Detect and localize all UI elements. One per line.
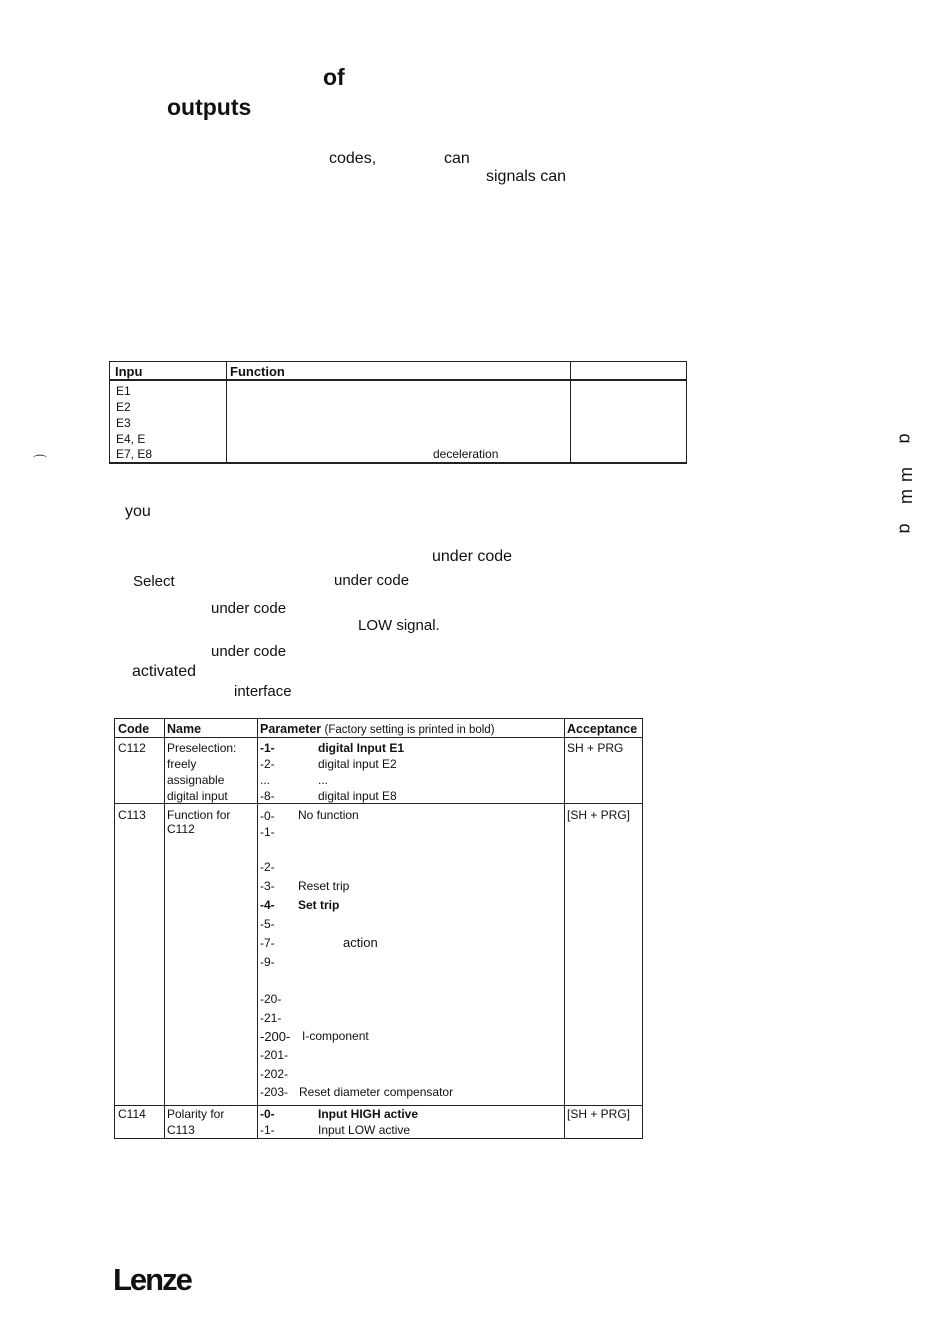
param-num: -0- [260,809,275,823]
param-num: ... [260,773,271,787]
param-text: Input LOW active [318,1123,411,1137]
table1-input: E3 [116,416,131,430]
side-mark: ɑ [895,433,916,444]
side-mark: ɯ [898,467,918,482]
header-name: Name [167,722,202,736]
param-num: -201- [260,1048,289,1062]
param-num: -7- [260,936,275,950]
code-parameter-table [114,718,643,1139]
param-num: -0- [260,1107,275,1121]
table1-deceleration: deceleration [433,447,499,461]
param-text: No function [298,808,359,822]
param-text: I-component [302,1029,369,1043]
table1-input: E2 [116,400,131,414]
row-name-line: C113 [167,1123,195,1137]
param-num: -4- [260,898,275,912]
row-acceptance: [SH + PRG] [567,1107,631,1121]
body-under-code-2: under code [334,572,410,589]
row-name-line: Polarity for [167,1107,225,1121]
side-mark: ɯ [898,489,918,504]
param-text: Set trip [298,898,340,912]
body-under-code-3: under code [211,600,287,617]
param-text: digital input E2 [318,757,397,771]
param-num: -1- [260,1123,275,1137]
intro-codes: codes, [329,150,377,167]
header-acceptance: Acceptance [567,722,638,736]
param-num: -2- [260,860,275,874]
header-code: Code [118,722,150,736]
body-activated: activated [132,663,197,680]
row-name-line: C112 [167,822,195,836]
param-text: digital input E8 [318,789,397,803]
param-num: -1- [260,825,275,839]
param-num: -1- [260,741,275,755]
param-num: -203- [260,1085,289,1099]
param-text: ... [318,773,329,787]
header-parameter: Parameter (Factory setting is printed in bold) [260,722,495,736]
row-name-line: freely [167,757,197,771]
param-text: Input HIGH active [318,1107,419,1121]
table1-header-input: Inpu [115,364,143,379]
body-select: Select [133,573,175,590]
row-name-line: Function for [167,808,231,822]
table1-header-function: Function [230,364,285,379]
param-num: -3- [260,879,275,893]
row-acceptance: [SH + PRG] [567,808,631,822]
side-mark: ɑ [895,523,916,534]
row-name-line: assignable [167,773,225,787]
stray-mark: ⌒ [33,454,47,470]
table1-input: E1 [116,384,131,398]
heading-line1: of [323,64,345,90]
table1-input: E7, E8 [116,447,153,461]
heading-line2: outputs [167,94,252,120]
row-code: C114 [118,1107,146,1121]
param-num: -8- [260,789,275,803]
param-num: -202- [260,1067,289,1081]
param-text: Reset diameter compensator [299,1085,454,1099]
param-num: -200- [260,1029,291,1044]
param-num: -5- [260,917,275,931]
body-low-signal: LOW signal. [358,617,440,634]
row-code: C113 [118,808,146,822]
row-code: C112 [118,741,146,755]
body-you: you [125,503,151,520]
body-under-code-1: under code [432,548,513,565]
param-text: action [343,935,378,950]
body-under-code-4: under code [211,643,287,660]
param-num: -2- [260,757,275,771]
param-text: Reset trip [298,879,350,893]
intro-signals-can: signals can [486,168,567,185]
row-name-line: digital input [167,789,228,803]
param-num: -20- [260,992,282,1006]
param-text: digital Input E1 [318,741,404,755]
input-function-table [109,361,687,464]
intro-can: can [444,150,470,167]
body-interface: interface [234,683,292,700]
row-name-line: Preselection: [167,741,237,755]
lenze-logo: Lenze [113,1262,191,1297]
row-acceptance: SH + PRG [567,741,624,755]
table1-input: E4, E [116,432,146,446]
param-num: -21- [260,1011,282,1025]
param-num: -9- [260,955,275,969]
